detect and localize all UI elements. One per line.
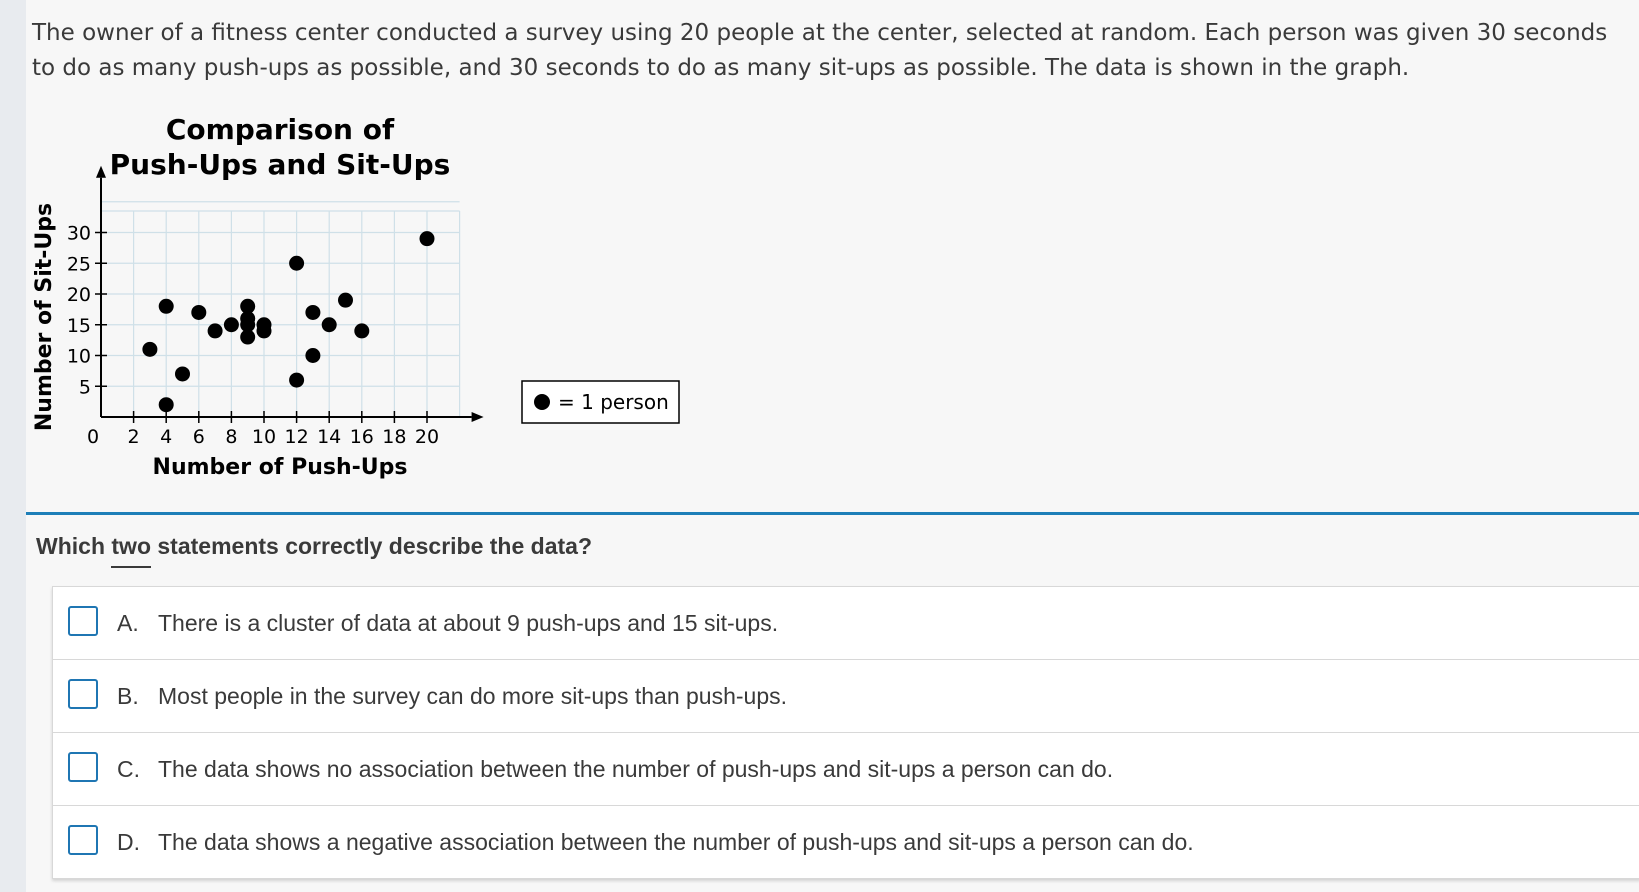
checkbox-b[interactable] [68,679,98,709]
x-tick-label: 10 [251,426,277,448]
option-letter: B. [117,682,139,709]
data-point [420,231,435,246]
legend-dot [534,394,550,410]
legend-box [522,381,679,423]
scatter-plot [26,100,726,512]
chart-title-line2: Push-Ups and Sit-Ups [109,148,451,181]
data-point [159,299,174,314]
section-divider [26,512,1639,515]
data-point [354,323,369,338]
option-letter: A. [117,609,139,636]
y-axis-arrow [96,166,106,178]
x-axis-label: Number of Push-Ups [152,455,408,480]
data-point [240,299,255,314]
plot-points [142,231,434,412]
x-tick-label: 6 [192,426,205,448]
plot-grid [101,202,460,417]
legend-label: = 1 person [558,390,669,414]
x-tick-label: 4 [160,426,173,448]
question-stem: The owner of a fitness center conducted a survey using 20 people at the center, selected at random. Each person was given 30 seconds to do as many push-ups as possible, and 30 seconds to do as many sit-ups as possible. The data is shown in the graph. [32,20,1608,81]
data-point [322,317,337,332]
y-tick-label: 30 [66,222,91,245]
data-point [142,342,157,357]
option-text: The data shows no association between the number of push-ups and sit-ups a person can do. [158,755,1114,782]
question-text-before: Which [36,533,112,559]
answer-options [52,586,1639,879]
x-tick-label: 14 [317,426,342,448]
data-point [159,397,174,412]
x-tick-label: 20 [414,426,440,448]
question-prompt [36,533,592,560]
x-tick-label: 8 [225,426,238,448]
y-tick-label: 25 [66,253,91,276]
checkbox-c[interactable] [68,752,98,782]
option-text: The data shows a negative association between the number of push-ups and sit-ups a person can do. [158,828,1194,855]
question-emphasis: two [111,533,151,559]
scatter-plot-figure [26,100,726,512]
chart-title-line1: Comparison of [165,113,395,146]
data-point [175,366,190,381]
y-tick-label: 15 [66,314,91,337]
checkbox-d[interactable] [68,825,98,855]
option-text: There is a cluster of data at about 9 push-ups and 15 sit-ups. [158,609,779,636]
x-tick-label: 16 [349,426,374,448]
data-point [338,293,353,308]
x-tick-label: 12 [284,426,309,448]
option-a[interactable] [53,587,1639,660]
data-point [289,373,304,388]
data-point [191,305,206,320]
x-tick-label: 0 [86,426,100,448]
data-point [305,348,320,363]
option-c[interactable] [53,733,1639,806]
x-tick-label: 2 [127,426,140,448]
data-point [208,323,223,338]
y-axis-label: Number of Sit-Ups [32,202,57,432]
y-tick-label: 20 [66,284,91,306]
x-tick-label: 18 [382,426,407,448]
checkbox-a[interactable] [68,606,98,636]
option-letter: C. [117,755,140,782]
y-tick-label: 10 [66,345,91,368]
data-point [257,317,272,332]
option-text: Most people in the survey can do more sit-ups than push-ups. [158,682,788,709]
question-text-after: statements correctly describe the data? [151,533,592,559]
option-b[interactable] [53,660,1639,733]
y-tick-label: 5 [78,376,91,399]
data-point [224,317,239,332]
option-d[interactable] [53,806,1639,878]
data-point [289,256,304,271]
option-letter: D. [117,828,140,855]
x-axis-arrow [472,412,484,422]
data-point [305,305,320,320]
